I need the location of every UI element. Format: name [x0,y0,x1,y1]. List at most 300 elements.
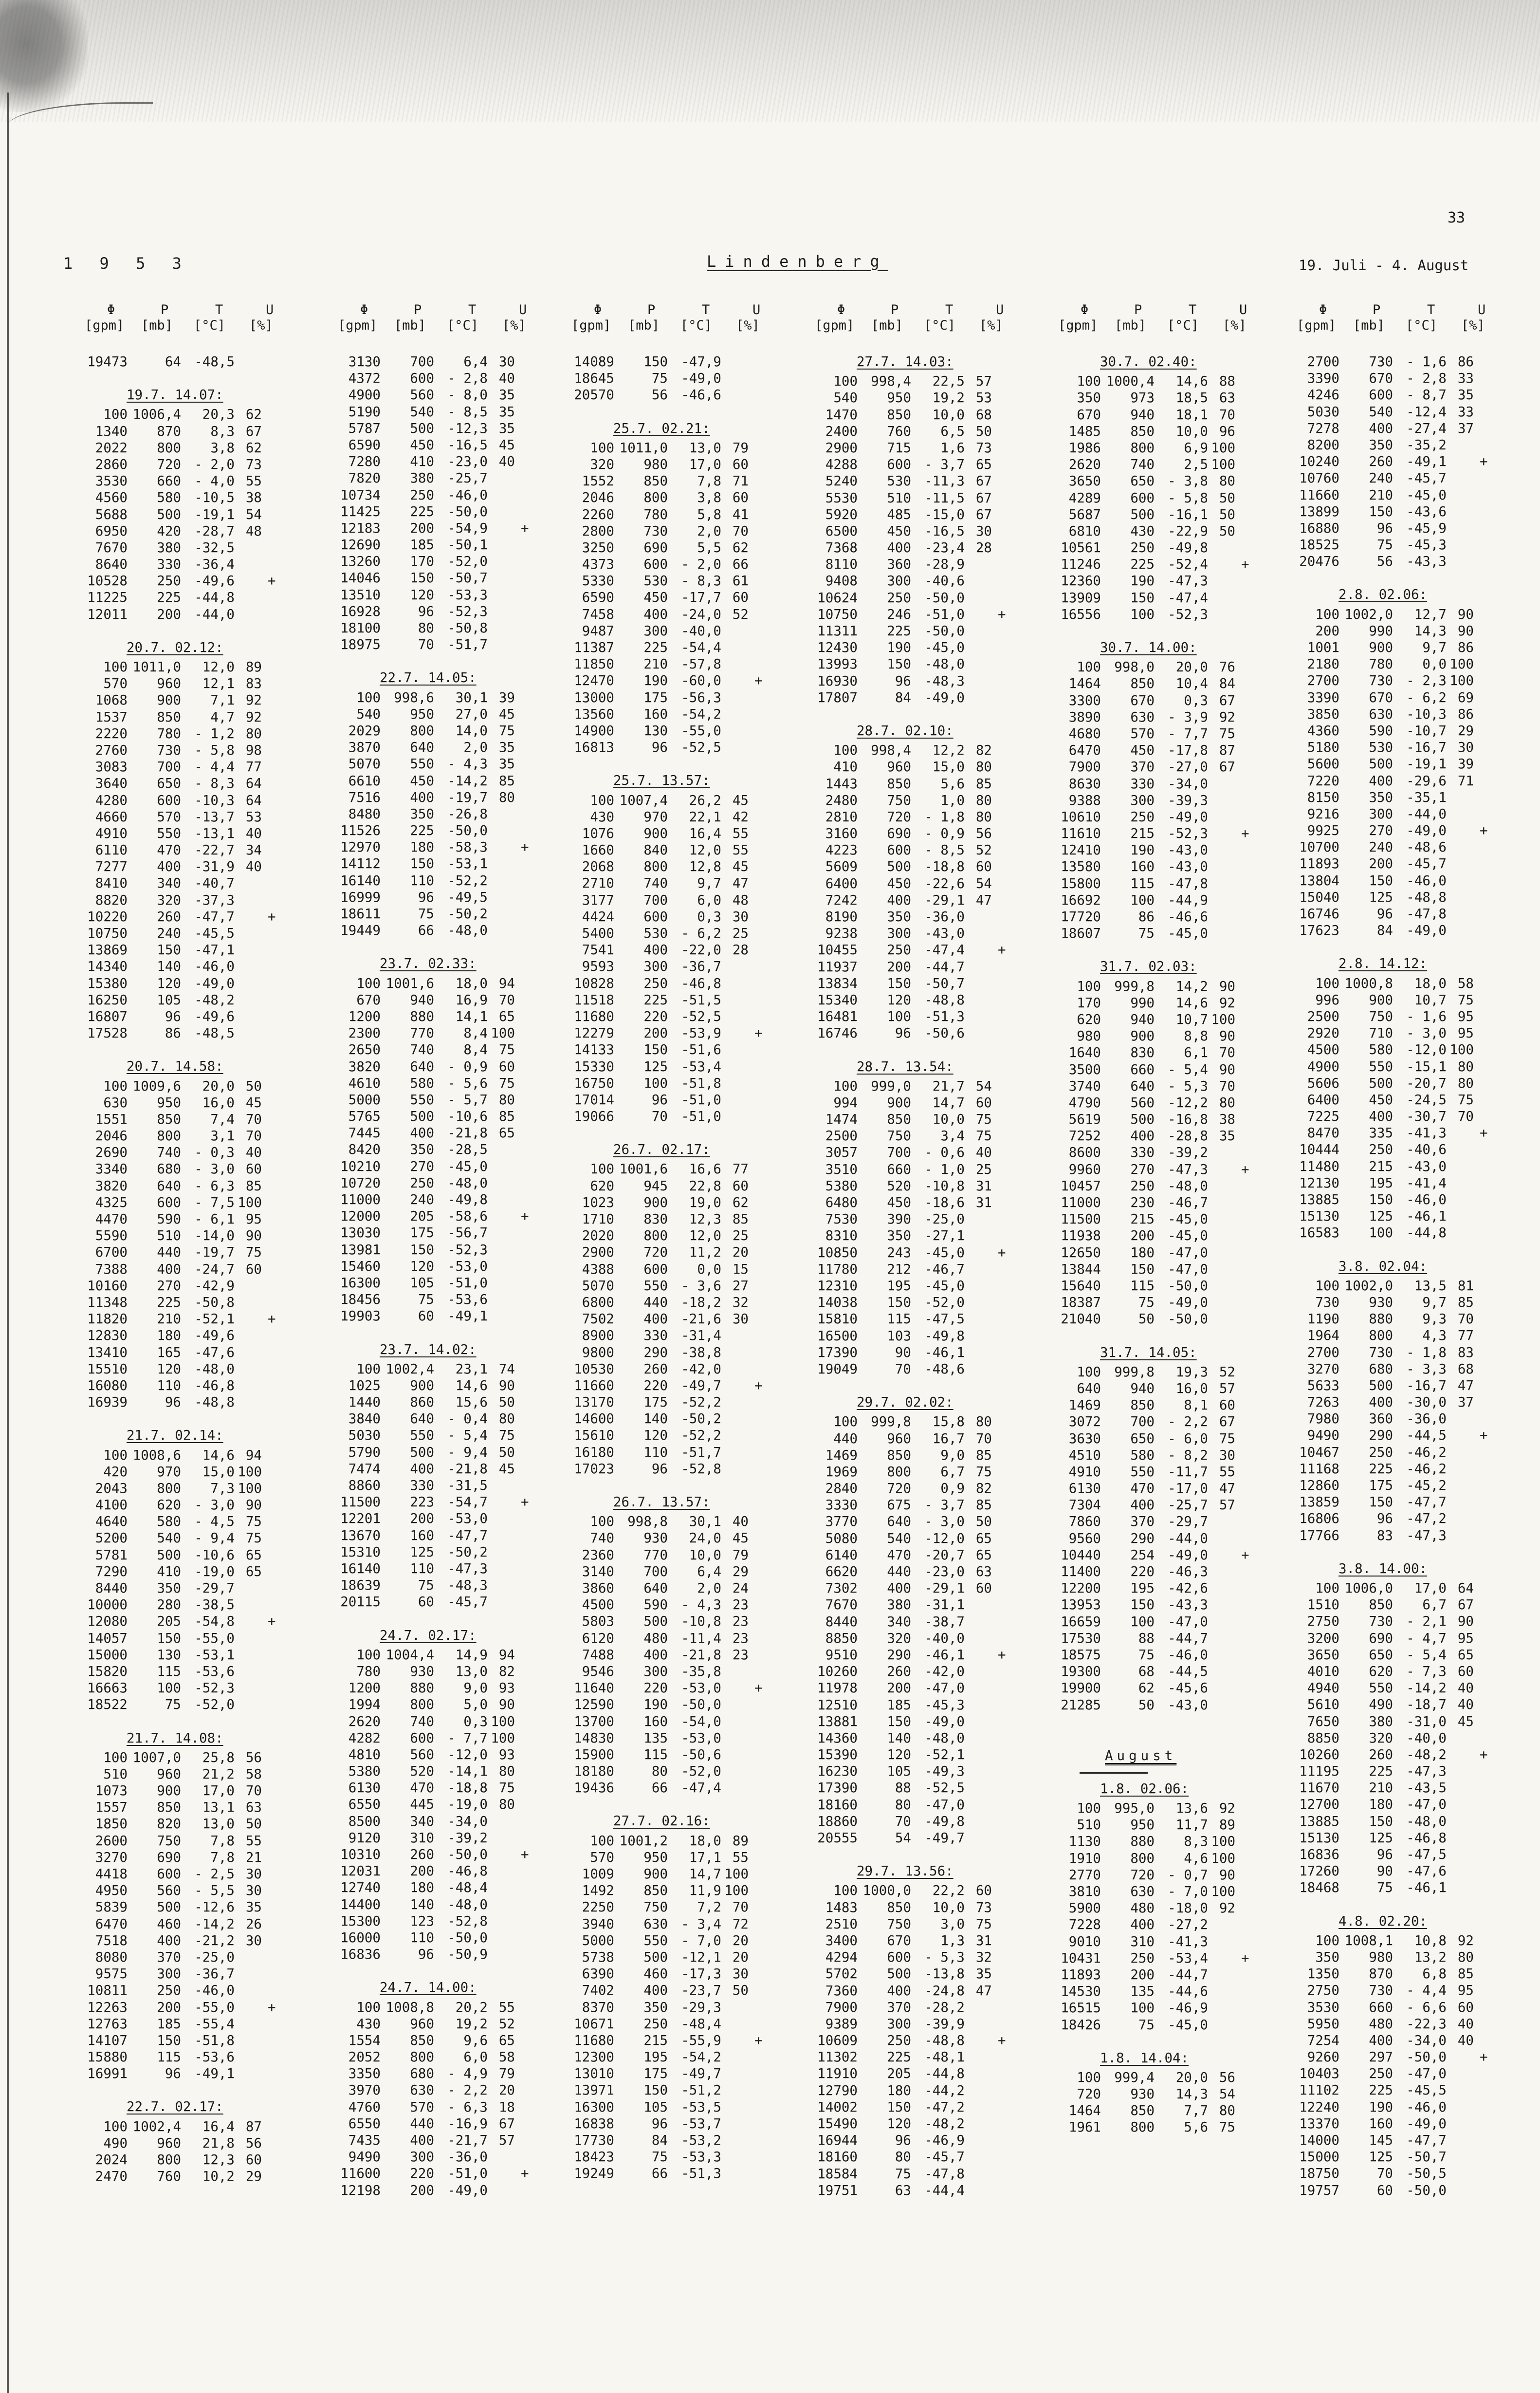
humidity-value: 40 [1457,2032,1474,2048]
table-row [560,539,788,556]
pressure-value: 185 [887,1697,911,1713]
temperature-value: 6,4 [463,354,488,370]
humidity-value [965,556,992,573]
tropopause-mark [1474,922,1494,939]
geopotential-value: 1350 [1307,1966,1339,1982]
temperature-value: -12,4 [1406,404,1447,420]
pressure-value: 1000,4 [1106,373,1155,390]
pressure-value: 150 [887,656,911,672]
pressure-value: 96 [165,1394,181,1410]
tropopause-mark [515,2149,535,2165]
tropopause-mark [749,2132,769,2149]
geopotential-value: 15880 [87,2049,128,2065]
temperature-value: -44,8 [1406,1225,1447,1241]
temperature-value: -52,5 [681,740,721,756]
header-symbol: P [414,302,422,317]
temperature-value: -44,2 [924,2082,965,2098]
table-row [803,1430,1032,1447]
table-row [803,1513,1032,1530]
temperature-value: - 4,4 [1406,1983,1447,1999]
table-row [326,1594,555,1610]
tropopause-mark [262,1513,282,1530]
tropopause-mark [515,1527,535,1544]
temperature-value: -48,4 [681,2016,721,2032]
tropopause-mark [1474,2016,1494,2032]
table-row [326,1461,555,1477]
geopotential-value: 12240 [1299,2099,1339,2115]
geopotential-value: 16080 [87,1377,128,1393]
tropopause-mark [992,875,1012,892]
table-row [1046,1630,1275,1647]
tropopause-mark [992,1194,1012,1211]
humidity-value [1208,842,1235,858]
tropopause-mark [1235,1850,1256,1867]
humidity-value [721,2049,749,2065]
table-row [1285,1846,1514,1863]
table-row [326,1510,555,1527]
geopotential-value: 3160 [825,826,858,842]
humidity-value [965,1697,992,1713]
humidity-value [488,1830,515,1846]
temperature-value: 10,2 [202,2169,235,2185]
tropopause-mark [262,1966,282,1982]
tropopause-mark [262,692,282,708]
temperature-value: - 8,7 [1406,387,1447,403]
pressure-value: 120 [643,1428,668,1444]
humidity-value: 69 [1457,689,1474,705]
temperature-value: - 0,3 [194,1145,235,1161]
humidity-value [1208,1194,1235,1211]
temperature-value: 17,0 [1414,1580,1447,1596]
table-row [560,2032,788,2049]
tropopause-mark [515,1796,535,1813]
sounding-time-title: 23.7. 02.33: [380,956,477,972]
geopotential-value: 10750 [817,606,858,622]
temperature-value: -10,8 [924,1178,965,1194]
pressure-value: 160 [643,706,668,722]
temperature-value: -12,6 [194,1899,235,1915]
table-row [1285,855,1514,872]
temperature-value: 18,5 [1175,390,1208,406]
table-row [560,958,788,975]
pressure-value: 550 [410,1092,434,1108]
geopotential-value: 15510 [87,1361,128,1377]
table-row [560,1294,788,1311]
tropopause-mark [992,1999,1012,2016]
humidity-value: 60 [732,590,749,606]
tropopause-mark [1235,1447,1256,1464]
tropopause-mark [1474,1780,1494,1796]
geopotential-value: 2500 [1307,1008,1339,1024]
tropopause-mark [262,1464,282,1480]
pressure-value: 300 [643,959,668,975]
temperature-value: 17,0 [689,456,721,472]
geopotential-value: 19049 [817,1361,858,1377]
tropopause-mark [515,1461,535,1477]
sounding-time-title: 29.7. 13.56: [857,1863,953,1879]
tropopause-mark [515,2065,535,2082]
geopotential-value: 9575 [95,1966,128,1982]
tropopause-mark [515,2049,535,2065]
humidity-value: 29 [245,2169,262,2185]
pressure-value: 88 [1138,1630,1155,1646]
humidity-value [721,2115,749,2132]
pressure-value: 990 [1130,995,1155,1011]
temperature-value: -47,7 [1406,2133,1447,2149]
geopotential-value: 13869 [87,942,128,958]
geopotential-value: 18160 [817,1797,858,1813]
humidity-value: 85 [975,776,992,792]
tropopause-mark [1474,992,1494,1008]
humidity-value [965,573,992,589]
table-row [803,423,1032,440]
geopotential-value: 8200 [1307,437,1339,453]
geopotential-value: 5180 [1307,740,1339,756]
table-row [803,1278,1032,1294]
pressure-value: 185 [157,2016,181,2032]
temperature-value: 10,7 [1175,1011,1208,1027]
pressure-value: 850 [643,1883,668,1899]
temperature-value: -49,8 [924,1328,965,1344]
table-row [803,959,1032,975]
table-row [560,1377,788,1394]
table-row [803,1178,1032,1194]
geopotential-value: 18423 [574,2149,614,2165]
geopotential-value: 3530 [95,473,128,489]
temperature-value: -31,0 [1406,1713,1447,1729]
geopotential-value: 1551 [95,1111,128,1127]
temperature-value: -41,3 [1406,1125,1447,1141]
table-row [803,1746,1032,1763]
tropopause-mark [1235,407,1256,423]
humidity-value: 94 [498,1647,515,1663]
tropopause-mark [262,1194,282,1211]
geopotential-value: 7360 [825,1983,858,1999]
tropopause-mark [262,1982,282,1999]
table-row [1285,2149,1514,2165]
humidity-value [721,1361,749,1377]
geopotential-value: 8500 [348,1813,381,1829]
table-row [73,1647,302,1663]
table-row [326,387,555,403]
tropopause-mark [749,539,769,556]
humidity-value [235,606,262,623]
humidity-value: 100 [1211,1884,1235,1900]
pressure-value: 185 [410,537,434,553]
pressure-value: 330 [410,1478,434,1494]
pressure-value: 86 [1138,909,1155,925]
humidity-value: 68 [975,407,992,423]
geopotential-value: 5738 [582,1949,614,1965]
tropopause-mark [1235,1111,1256,1128]
temperature-value: 13,0 [455,1663,488,1679]
pressure-value: 950 [1130,1817,1155,1833]
pressure-value: 600 [410,1730,434,1746]
table-row [326,2082,555,2098]
geopotential-value: 3810 [1068,1884,1101,1900]
sounding-block [1046,353,1275,623]
table-row [803,1447,1032,1464]
pressure-value: 450 [410,773,434,789]
geopotential-value: 6610 [348,773,381,789]
pressure-value: 980 [1369,1949,1393,1965]
header-symbol: Φ [594,302,602,317]
pressure-value: 970 [157,1464,181,1480]
table-row [326,487,555,503]
temperature-value: -47,3 [447,1560,488,1577]
pressure-value: 220 [643,1008,668,1024]
pressure-value: 88 [895,1780,911,1796]
temperature-value: -47,1 [194,942,235,958]
tropopause-mark [1474,1008,1494,1025]
sounding-block [803,1863,1032,2199]
tropopause-mark [749,2115,769,2132]
temperature-value: 25,8 [202,1749,235,1765]
temperature-value: -47,4 [681,1780,721,1796]
tropopause-mark [749,523,769,539]
temperature-value: -36,7 [681,959,721,975]
table-row [1046,1111,1275,1128]
geopotential-value: 7488 [582,1647,614,1663]
tropopause-mark [262,1480,282,1497]
geopotential-value: 1660 [582,842,614,858]
humidity-value [1447,1175,1474,1191]
temperature-value: 0,3 [463,1713,488,1729]
humidity-value [488,1896,515,1913]
table-row [326,1946,555,1963]
temperature-value: 12,8 [689,859,721,875]
temperature-value: 15,0 [932,759,965,775]
pressure-value: 510 [887,490,911,506]
tropopause-mark [749,1461,769,1477]
humidity-value [488,889,515,906]
temperature-value: 17,1 [689,1849,721,1865]
geopotential-value: 11978 [817,1680,858,1696]
temperature-value: 17,0 [202,1783,235,1799]
geopotential-value: 1710 [582,1211,614,1227]
sounding-block [73,1427,302,1713]
pressure-value: 370 [887,1999,911,2015]
table-row [803,1497,1032,1513]
geopotential-value: 2810 [825,809,858,825]
table-row [326,992,555,1008]
tropopause-mark [992,1480,1012,1497]
header-unit: [mb] [141,318,173,333]
tropopause-mark [515,739,535,756]
pressure-value: 96 [1376,520,1393,536]
temperature-value: -14,1 [447,1763,488,1780]
table-row [560,689,788,706]
humidity-value: 73 [975,1899,992,1915]
table-row [73,775,302,792]
humidity-value: 95 [1457,1025,1474,1041]
pressure-value: 830 [643,1211,668,1227]
geopotential-value: 16928 [340,603,381,619]
tropopause-mark [992,792,1012,809]
pressure-value: 730 [1369,1983,1393,1999]
humidity-value [1208,1227,1235,1244]
geopotential-value: 11938 [1061,1228,1101,1244]
temperature-value: -41,3 [1168,1933,1208,1949]
table-row [1046,725,1275,742]
humidity-value: 100 [1211,1850,1235,1866]
temperature-value: -50,5 [1406,2166,1447,2182]
table-row [560,672,788,689]
table-row [326,453,555,470]
table-row [803,1025,1032,1041]
geopotential-value: 4790 [1068,1094,1101,1111]
geopotential-value: 4424 [582,909,614,925]
humidity-value: 100 [238,1480,262,1496]
geopotential-value: 6470 [1068,742,1101,759]
pressure-value: 780 [1369,656,1393,672]
humidity-value: 45 [732,792,749,808]
humidity-value [1208,1663,1235,1680]
temperature-value: -44,9 [1168,892,1208,908]
temperature-value: -26,8 [447,806,488,822]
tropopause-mark: + [1480,823,1488,839]
humidity-value [1447,1141,1474,1158]
humidity-value [1208,1244,1235,1261]
geopotential-value: 2043 [95,1480,128,1496]
geopotential-value: 1340 [95,423,128,439]
geopotential-value: 18180 [574,1763,614,1780]
table-row [1046,1530,1275,1547]
geopotential-value: 5600 [1307,756,1339,772]
temperature-value: -49,0 [681,371,721,387]
tropopause-mark [1235,1596,1256,1613]
humidity-value: 67 [975,506,992,522]
tropopause-mark [1474,370,1494,387]
table-row [1046,1094,1275,1111]
humidity-value [1447,1191,1474,1208]
tropopause-mark [515,2099,535,2115]
temperature-value: -48,2 [194,992,235,1008]
tropopause-mark [515,1663,535,1680]
geopotential-value: 1554 [348,2032,381,2048]
tropopause-mark [515,822,535,839]
pressure-value: 630 [1369,706,1393,722]
table-row [73,942,302,958]
temperature-value: 1,0 [940,792,965,808]
humidity-value [235,1580,262,1596]
humidity-value [235,1361,262,1377]
geopotential-value: 2052 [348,2049,381,2065]
tropopause-mark [1235,1061,1256,1078]
geopotential-value: 1076 [582,825,614,841]
geopotential-value: 12200 [1061,1580,1101,1596]
table-row [326,404,555,420]
geopotential-value: 10734 [340,487,381,503]
pressure-value: 960 [157,2135,181,2151]
humidity-value [488,1846,515,1863]
tropopause-mark [749,1949,769,1966]
pressure-value: 205 [410,1208,434,1224]
tropopause-mark [1474,1141,1494,1158]
temperature-value: -54,8 [194,1614,235,1630]
pressure-value: 225 [1130,557,1155,573]
table-row [560,1530,788,1546]
table-row [1046,1867,1275,1883]
tropopause-mark [749,2165,769,2182]
pressure-value: 1002,0 [1344,1278,1393,1294]
table-row [1285,975,1514,992]
temperature-value: -14,2 [194,1916,235,1932]
table-row [803,875,1032,892]
table-row [560,573,788,589]
humidity-value: 85 [732,1211,749,1227]
temperature-value: 14,7 [932,1094,965,1111]
geopotential-value: 12279 [574,1025,614,1041]
humidity-value: 55 [732,1849,749,1865]
table-row [1046,692,1275,709]
humidity-value: 70 [245,1128,262,1144]
tropopause-mark [515,723,535,739]
pressure-value: 225 [410,823,434,839]
geopotential-value: 11893 [1299,856,1339,872]
column-header [1285,302,1514,337]
geopotential-value: 16556 [1061,606,1101,622]
table-row [803,2132,1032,2149]
humidity-value: 53 [245,809,262,825]
temperature-value: 22,2 [932,1883,965,1899]
temperature-value: 9,7 [1422,1294,1447,1310]
tropopause-mark [262,1596,282,1613]
header-unit: [°C] [1406,318,1438,333]
table-row [1285,1041,1514,1058]
pressure-value: 740 [410,1042,434,1058]
temperature-value: 7,7 [1184,2103,1208,2119]
table-row [560,1713,788,1730]
geopotential-value: 1025 [348,1377,381,1393]
header-symbol: U [266,302,274,317]
tropopause-mark [749,656,769,672]
table-row [73,1513,302,1530]
temperature-value: - 3,3 [1406,1361,1447,1377]
tropopause-mark [749,2016,769,2032]
temperature-value: - 6,1 [194,1211,235,1227]
pressure-value: 290 [1130,1530,1155,1546]
geopotential-value: 16481 [817,1009,858,1025]
humidity-value: 90 [1457,1614,1474,1630]
header-unit: [mb] [871,318,903,333]
humidity-value [488,1224,515,1241]
humidity-value [721,1041,749,1058]
geopotential-value: 2020 [582,1228,614,1244]
pressure-value: 340 [887,1614,911,1630]
humidity-value: 20 [732,1949,749,1965]
temperature-value: -28,2 [924,1999,965,2015]
temperature-value: -16,9 [447,2115,488,2132]
pressure-value: 310 [1130,1933,1155,1949]
geopotential-value: 12763 [87,2016,128,2032]
pressure-value: 640 [410,740,434,756]
tropopause-mark [992,1949,1012,1966]
pressure-value: 300 [157,1966,181,1982]
humidity-value [235,909,262,925]
tropopause-mark [992,590,1012,606]
humidity-value [721,1058,749,1075]
header-unit: [mb] [1353,318,1385,333]
pressure-value: 215 [1130,826,1155,842]
pressure-value: 800 [1369,1328,1393,1344]
humidity-value [1447,922,1474,939]
tropopause-mark: + [1241,557,1249,573]
pressure-value: 530 [643,926,668,942]
humidity-value [721,739,749,756]
pressure-value: 190 [643,1697,668,1713]
pressure-value: 220 [410,2166,434,2182]
